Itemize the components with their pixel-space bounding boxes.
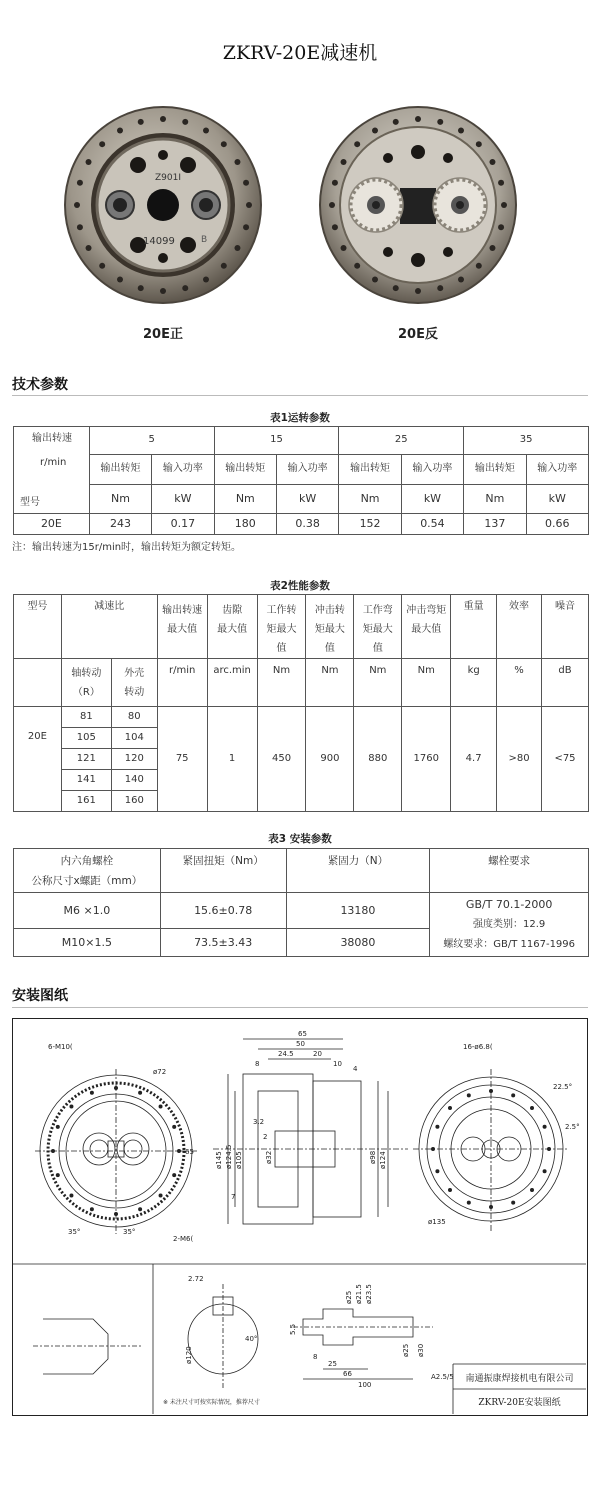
- dim-65: 65: [298, 1030, 307, 1038]
- table3-bolt: M10×1.5: [14, 929, 161, 957]
- table1-sub-torque: 输出转矩: [214, 454, 276, 484]
- table2-caption: 表2性能参数: [270, 580, 330, 592]
- table3-h-torque: 紧固扭矩（Nm）: [160, 849, 286, 893]
- bolt-hole: [243, 180, 249, 186]
- table2-ratio: 105: [61, 728, 111, 749]
- table1-speed-5: 5: [89, 427, 214, 455]
- bolt-hole: [329, 202, 335, 208]
- label-65: 65: [185, 1148, 194, 1156]
- table2-value: 1760: [402, 707, 451, 812]
- bolt-hole: [431, 1147, 435, 1151]
- table3-h-bolt: 内六角螺栓 公称尺寸x螺距（mm）: [14, 849, 161, 893]
- table2-unit: r/min: [157, 659, 207, 707]
- bolt-hole: [86, 159, 92, 165]
- photo-caption-front: 20E正: [143, 327, 183, 342]
- table1-unit-torque: Nm: [89, 484, 151, 513]
- bolt-hole: [203, 128, 209, 134]
- table2: [13, 594, 589, 812]
- table1-cell: 0.17: [152, 514, 214, 535]
- bolt-hole: [74, 202, 80, 208]
- bolt-hole: [341, 245, 347, 251]
- bolt-hole: [476, 141, 482, 147]
- dim-d21-5: ø21.5: [355, 1284, 363, 1304]
- bolt-hole: [448, 1188, 452, 1192]
- label-22-5deg: 22.5°: [553, 1083, 573, 1091]
- bolt-hole: [234, 159, 240, 165]
- bolt-hole: [203, 276, 209, 282]
- table3: [13, 848, 589, 957]
- bolt-hole: [393, 119, 399, 125]
- bolt-hole: [415, 288, 421, 294]
- dim-2-72: 2.72: [188, 1275, 204, 1283]
- dim-100: 100: [358, 1381, 372, 1389]
- bolt-hole: [159, 1104, 163, 1108]
- table1-row-20e: [14, 514, 589, 535]
- table2-ratio: 120: [111, 749, 157, 770]
- table2-unit: kg: [451, 659, 497, 707]
- table2-header-row: [14, 595, 589, 659]
- table2-value: 880: [354, 707, 402, 812]
- bolt-hole: [489, 159, 495, 165]
- table2-unit: %: [497, 659, 542, 707]
- bolt-hole: [56, 1125, 60, 1129]
- bolt-hole: [234, 245, 240, 251]
- engraving-2: 14099: [143, 236, 175, 247]
- bolt-hole: [77, 180, 83, 186]
- table2-h-shock-moment: 冲击弯矩 最大值: [402, 595, 451, 659]
- table2-h-shaft: 轴转动 （R）: [61, 659, 111, 707]
- bolt-hole: [467, 1093, 471, 1097]
- table1-note: 注：输出转速为15r/min时，输出转矩为额定转矩。: [12, 542, 242, 553]
- table3-h-force: 紧固力（N）: [286, 849, 430, 893]
- table-row: [14, 893, 589, 929]
- bolt-hole: [99, 263, 105, 269]
- bolt-hole: [56, 1173, 60, 1177]
- bolt-hole: [99, 141, 105, 147]
- table2-unit: arc.min: [207, 659, 257, 707]
- label-2-5deg: 2.5°: [565, 1123, 580, 1131]
- table2-ratio: 161: [61, 791, 111, 812]
- bolt-hole: [69, 1104, 73, 1108]
- dim-7: 7: [231, 1193, 236, 1201]
- table1-speed-15: 15: [214, 427, 339, 455]
- dim-66: 66: [343, 1370, 352, 1378]
- dim-3-2: 3.2: [253, 1118, 265, 1126]
- bolt-hole: [160, 116, 166, 122]
- table3-force: 38080: [286, 929, 430, 957]
- table1-unit-power: kW: [152, 484, 214, 513]
- table2-h-speed: 输出转速 最大值: [157, 595, 207, 659]
- table1-sub-power: 输入功率: [152, 454, 214, 484]
- table1-corner-unit: r/min: [40, 457, 67, 468]
- dim-d145: ø145: [215, 1151, 223, 1169]
- bolt-hole: [138, 1091, 142, 1095]
- bolt-hole: [160, 288, 166, 294]
- section-heading-drawing: 安装图纸: [12, 988, 68, 1004]
- bolt-hole: [117, 276, 123, 282]
- bolt-hole: [354, 141, 360, 147]
- bolt-hole: [543, 1169, 547, 1173]
- bolt-hole: [172, 1173, 176, 1177]
- bolt-hole: [90, 1207, 94, 1211]
- label-d135: ø135: [428, 1218, 446, 1226]
- bolt-hole: [221, 263, 227, 269]
- bolt-hole: [435, 1125, 439, 1129]
- table2-ratio: 140: [111, 770, 157, 791]
- table3-h-req: 螺栓要求: [430, 849, 589, 893]
- table2-ratio: 141: [61, 770, 111, 791]
- table2-value: 4.7: [451, 707, 497, 812]
- table-row: [14, 707, 589, 728]
- bolt-hole: [354, 263, 360, 269]
- table2-unit: Nm: [354, 659, 402, 707]
- bolt-hole: [530, 1188, 534, 1192]
- table2-model: 20E: [14, 707, 62, 812]
- company-name: 南通振康焊接机电有限公司: [465, 1374, 574, 1384]
- table2-value: >80: [497, 707, 542, 812]
- dim-a2-5: A2.5/5: [431, 1373, 454, 1381]
- bolt-hole: [458, 276, 464, 282]
- dim-10: 10: [333, 1060, 342, 1068]
- table2-ratio: 104: [111, 728, 157, 749]
- table2-unit: dB: [542, 659, 589, 707]
- table2-value: 75: [157, 707, 207, 812]
- table1-corner-speed: 输出转速: [32, 433, 72, 444]
- bolt-hole: [114, 1212, 118, 1216]
- table2-unit: Nm: [402, 659, 451, 707]
- reducer-back-photo: [318, 100, 518, 320]
- bolt-hole: [177, 1149, 181, 1153]
- bolt-hole: [511, 1093, 515, 1097]
- table2-h-ratio: 减速比: [61, 595, 157, 659]
- table2-unit-row: [14, 659, 589, 707]
- bolt-hole: [458, 128, 464, 134]
- table1-cell: 0.38: [276, 514, 338, 535]
- table1-subheader-row: [14, 454, 589, 484]
- table1-unit-torque: Nm: [214, 484, 276, 513]
- table1-corner: [14, 427, 90, 514]
- engraving-3: B: [201, 235, 208, 245]
- bolt-hole: [543, 1125, 547, 1129]
- table2-h-work-torque: 工作转 矩最大 值: [257, 595, 306, 659]
- dim-20: 20: [313, 1050, 322, 1058]
- dim-d30: ø30: [417, 1343, 425, 1357]
- bolt-hole: [498, 224, 504, 230]
- bolt-hole: [172, 1125, 176, 1129]
- bolt-hole: [117, 128, 123, 134]
- table2-ratio: 80: [111, 707, 157, 728]
- bolt-hole: [501, 202, 507, 208]
- dim-8: 8: [255, 1060, 260, 1068]
- table2-h-case: 外壳 转动: [111, 659, 157, 707]
- bolt-hole: [511, 1201, 515, 1205]
- drawing-title: ZKRV-20E安装图纸: [478, 1398, 561, 1408]
- label-16-d6-8: 16-ø6.8(: [463, 1043, 493, 1051]
- table1-sub-power: 输入功率: [526, 454, 588, 484]
- bolt-hole: [77, 224, 83, 230]
- table1-unit-torque: Nm: [339, 484, 401, 513]
- bolt-hole: [437, 285, 443, 291]
- dim-d124: ø124: [379, 1151, 387, 1169]
- bolt-hole: [489, 1089, 493, 1093]
- label-35deg-left: 35°: [68, 1228, 81, 1236]
- table2-h-efficiency: 效率: [497, 595, 542, 659]
- table2-h-model: 型号: [14, 595, 62, 659]
- label-2-m6: 2-M6(: [173, 1235, 194, 1243]
- dim-d32: ø32: [265, 1150, 273, 1164]
- bolt-hole: [435, 1169, 439, 1173]
- table1-cell: 0.66: [526, 514, 588, 535]
- dim-d25a: ø25: [345, 1290, 353, 1304]
- table1-corner-model: 型号: [20, 497, 40, 508]
- dim-24-5: 24.5: [278, 1050, 294, 1058]
- table3-force: 13180: [286, 893, 430, 929]
- bolt-hole: [489, 245, 495, 251]
- dim-8b: 8: [313, 1353, 318, 1361]
- bolt-hole: [372, 128, 378, 134]
- table1-unit-power: kW: [276, 484, 338, 513]
- drawing-notes: ※ 未注尺寸可按实际情况，推荐尺寸: [163, 1399, 260, 1406]
- table2-ratio: 121: [61, 749, 111, 770]
- bolt-hole: [498, 180, 504, 186]
- table2-h-work-moment: 工作弯 矩最大 值: [354, 595, 402, 659]
- table3-bolt: M6 ×1.0: [14, 893, 161, 929]
- bolt-hole: [372, 276, 378, 282]
- table1: [13, 426, 589, 535]
- section-divider: [12, 395, 588, 396]
- bolt-hole: [138, 119, 144, 125]
- table3-header-row: [14, 849, 589, 893]
- table2-ratio: 160: [111, 791, 157, 812]
- table2-value: 1: [207, 707, 257, 812]
- bolt-hole: [182, 119, 188, 125]
- dim-d120: ø120: [185, 1346, 193, 1364]
- bolt-hole: [489, 1205, 493, 1209]
- table1-cell: 0.54: [401, 514, 463, 535]
- table2-h-noise: 噪音: [542, 595, 589, 659]
- bolt-hole: [415, 116, 421, 122]
- dim-2: 2: [263, 1133, 268, 1141]
- page-title: ZKRV-20E减速机: [222, 42, 378, 64]
- table1-unit-power: kW: [526, 484, 588, 513]
- table2-value: <75: [542, 707, 589, 812]
- label-35deg-right: 35°: [123, 1228, 136, 1236]
- dim-d124-5: ø124.5: [225, 1144, 233, 1169]
- dim-25: 25: [328, 1360, 337, 1368]
- table2-value: 450: [257, 707, 306, 812]
- bolt-hole: [159, 1194, 163, 1198]
- bolt-hole: [393, 285, 399, 291]
- table2-unit: Nm: [306, 659, 354, 707]
- bolt-hole: [182, 285, 188, 291]
- dim-d105: ø105: [235, 1151, 243, 1169]
- dim-d98: ø98: [369, 1150, 377, 1164]
- bolt-hole: [332, 180, 338, 186]
- bolt-hole: [530, 1106, 534, 1110]
- bolt-hole: [341, 159, 347, 165]
- table2-ratio: 81: [61, 707, 111, 728]
- installation-drawing: [12, 1018, 588, 1416]
- label-6-m10: 6-M10(: [48, 1043, 73, 1051]
- reducer-front-photo: [63, 100, 263, 320]
- bolt-hole: [51, 1149, 55, 1153]
- table1-sub-power: 输入功率: [401, 454, 463, 484]
- bolt-hole: [467, 1201, 471, 1205]
- table3-caption: 表3 安装参数: [268, 833, 332, 845]
- bolt-hole: [138, 1207, 142, 1211]
- table1-sub-torque: 输出转矩: [89, 454, 151, 484]
- dim-5-5: 5.5: [289, 1323, 297, 1335]
- bolt-hole: [114, 1086, 118, 1090]
- bolt-hole: [90, 1091, 94, 1095]
- table1-cell: 137: [464, 514, 526, 535]
- section-heading-tech: 技术参数: [12, 377, 68, 393]
- table1-model: 20E: [14, 514, 90, 535]
- bolt-hole: [138, 285, 144, 291]
- table2-value: 900: [306, 707, 354, 812]
- table1-unit-row: [14, 484, 589, 513]
- photo-caption-back: 20E反: [398, 327, 438, 342]
- table1-cell: 243: [89, 514, 151, 535]
- table1-speed-35: 35: [464, 427, 589, 455]
- table1-cell: 180: [214, 514, 276, 535]
- table3-torque: 15.6±0.78: [160, 893, 286, 929]
- bolt-hole: [476, 263, 482, 269]
- table1-caption: 表1运转参数: [270, 412, 330, 424]
- bolt-hole: [86, 245, 92, 251]
- table2-h-weight: 重量: [451, 595, 497, 659]
- table1-unit-power: kW: [401, 484, 463, 513]
- dim-d23-5: ø23.5: [365, 1284, 373, 1304]
- dim-d25b: ø25: [402, 1343, 410, 1357]
- bolt-hole: [547, 1147, 551, 1151]
- dim-50: 50: [296, 1040, 305, 1048]
- section-divider: [12, 1007, 588, 1008]
- bolt-hole: [437, 119, 443, 125]
- table3-torque: 73.5±3.43: [160, 929, 286, 957]
- table1-unit-torque: Nm: [464, 484, 526, 513]
- table3-req: GB/T 70.1-2000 强度类别：12.9 螺纹要求：GB/T 1167-1996: [430, 893, 589, 957]
- table1-sub-torque: 输出转矩: [464, 454, 526, 484]
- table1-sub-power: 输入功率: [276, 454, 338, 484]
- bolt-hole: [243, 224, 249, 230]
- table1-cell: 152: [339, 514, 401, 535]
- bolt-hole: [221, 141, 227, 147]
- table1-speed-25: 25: [339, 427, 464, 455]
- bolt-hole: [246, 202, 252, 208]
- engraving-1: Z901I: [155, 173, 181, 183]
- dim-40deg: 40°: [245, 1335, 258, 1343]
- bolt-hole: [332, 224, 338, 230]
- table1-sub-torque: 输出转矩: [339, 454, 401, 484]
- dim-4: 4: [353, 1065, 358, 1073]
- table2-unit: Nm: [257, 659, 306, 707]
- table2-h-shock-torque: 冲击转 矩最大 值: [306, 595, 354, 659]
- bolt-hole: [69, 1194, 73, 1198]
- label-d72: ø72: [153, 1068, 167, 1076]
- bolt-hole: [448, 1106, 452, 1110]
- table2-h-backlash: 齿隙 最大值: [207, 595, 257, 659]
